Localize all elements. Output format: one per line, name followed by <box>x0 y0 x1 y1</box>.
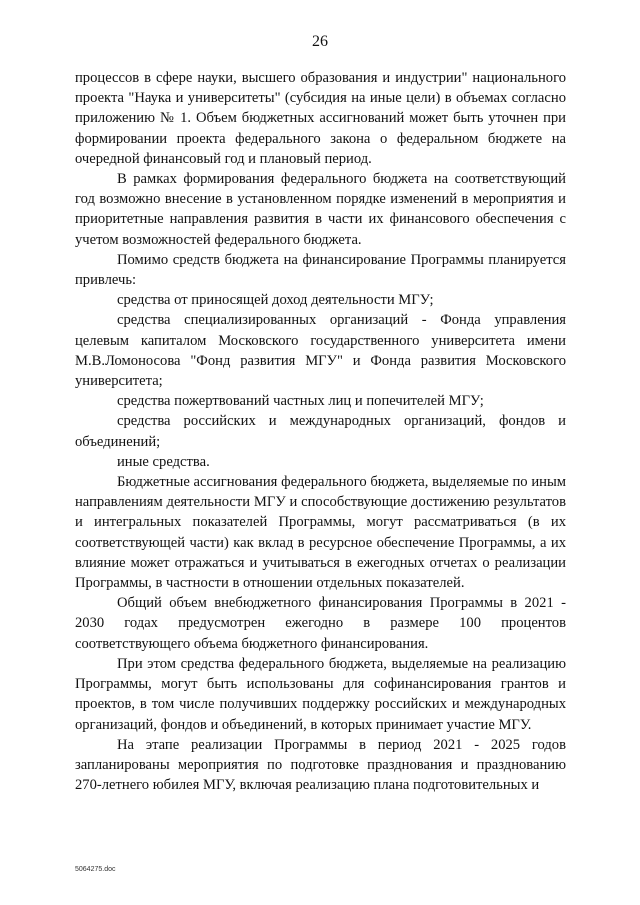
document-body <box>75 68 566 795</box>
paragraph-budget-allocations: Бюджетные ассигнования федерального бюджета, выделяемые по иным направлениям деятельности МГУ и способствующие достижению результатов и интегральных показателей Программы, могут рассматриваться (в их соответствующей части) как вклад в ресурсное обеспечение Программы, а их влияние может отражаться и учитываться в ежегодных отчетах о реализации Программы, в частности в отношении отдельных показателей. <box>75 474 566 592</box>
list-item-income-activity: средства от приносящей доход деятельности МГУ; <box>117 292 434 309</box>
paragraph-anniversary: На этапе реализации Программы в период 2021 - 2025 годов запланированы мероприятия по подготовке празднования и празднованию 270-летнего юбилея МГУ, включая реализацию плана подготовительных и <box>75 736 566 794</box>
paragraph-budget-changes: В рамках формирования федерального бюджета на соответствующий год возможно внесение в установленном порядке изменений в мероприятия и приоритетные направления развития в части их финансового обеспечения с учетом возможностей федерального бюджета. <box>75 171 566 248</box>
paragraph-other-sources-intro: Помимо средств бюджета на финансирование Программы планируется привлечь: <box>75 251 566 289</box>
paragraph-continuation: процессов в сфере науки, высшего образования и индустрии" национального проекта "Наука и университеты" (субсидия на иные цели) в объемах согласно приложению № 1. Объем бюджетных ассигнований может быть уточнен при формировании проекта федерального закона о федеральном бюджете на очередной финансовый год и плановый период. <box>75 70 566 167</box>
paragraph-cofinancing: При этом средства федерального бюджета, выделяемые на реализацию Программы, могут быть использованы для софинансирования грантов и проектов, в том числе получивших поддержку российских и международных организаций, фондов и объединений, в которых принимает участие МГУ. <box>75 655 566 733</box>
paragraph-extrabudgetary-volume: Общий объем внебюджетного финансирования Программы в 2021 - 2030 годах предусмотрен ежегодно в размере 100 процентов соответствующего объема бюджетного финансирования. <box>75 595 566 652</box>
list-item-other-funds: иные средства. <box>117 453 210 470</box>
list-item-organizations: средства российских и международных организаций, фондов и объединений; <box>75 413 566 450</box>
list-item-donations: средства пожертвований частных лиц и попечителей МГУ; <box>117 393 484 410</box>
footer-file-code: 5064275.doc <box>75 866 116 873</box>
page-number: 26 <box>312 33 328 50</box>
list-item-endowment-funds: средства специализированных организаций - Фонда управления целевым капиталом Московского государственного университета имени М.В.Ломоносова "Фонд развития МГУ" и Фонда развития Московского университета; <box>75 312 566 390</box>
